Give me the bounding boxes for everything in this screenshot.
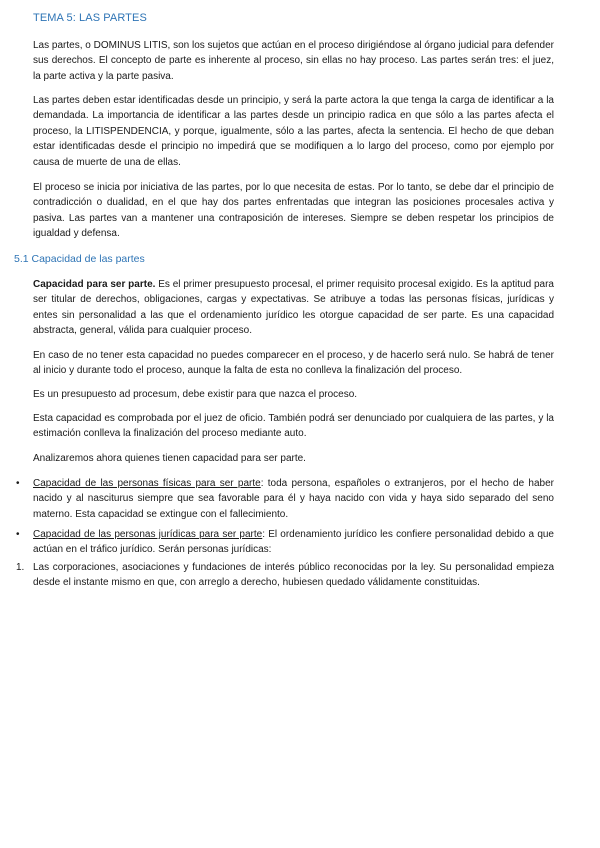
list-item (0, 527, 600, 559)
list-item-label: Capacidad de las personas físicas para ser parte (33, 478, 261, 489)
list-item-body: : toda persona, españoles o extranjeros, por el hecho de haber nacido y al nasciturus siempre que sea favorable para él y haya nacido con vida y haya sido separado del seno materno. Esta capacidad se extingue con el fallecimiento. (33, 478, 555, 520)
bullet-marker: • (16, 478, 20, 489)
intro-paragraph-2: Las partes deben estar identificadas desde un principio, y será la parte actora la que tenga la carga de identificar a la demandada. La importancia de identificar a las partes desde un principio radica en que sólo a las partes afecta el proceso, la LITISPENDENCIA, y porque, igualmente, sólo a las partes, afecta la sentencia. El hecho de que deban estar identificadas desde el principio no impedirá que se modifiquen a lo largo del proceso, como por ejemplo por causa de muerte de una de ellas. (33, 95, 554, 168)
intro-paragraph-3: El proceso se inicia por iniciativa de las partes, por lo que necesita de estas. Por lo tanto, se debe dar el principio de contradicción o dualidad, en el que hay dos partes enfrentadas que integran las posiciones procesales activa y pasiva. Las partes van a mantener una contraposición de intereses. Siempre se deben respetar los principios de igualdad y defensa. (33, 182, 554, 240)
capacity-definition: Es el primer presupuesto procesal, el primer requisito procesal exigido. Es la aptitud para ser titular de derechos, obligaciones, cargas y expectativas. Se atribuye a todas las personas físicas, jurídicas y entes sin personalidad a las que el ordenamiento jurídico les otorgue capacidad de ser parte. Es una capacidad abstracta, general, válida para cualquier proceso. (33, 279, 554, 337)
section-paragraph-2: En caso de no tener esta capacidad no puedes comparecer en el proceso, y de hacerlo será nulo. Se habrá de tener al inicio y durante todo el proceso, aunque la falta de esta no conlleva la finalización del proceso. (33, 350, 554, 377)
list-item (0, 476, 600, 524)
list-item-text (33, 476, 554, 522)
section-paragraph-5: Analizaremos ahora quienes tienen capacidad para ser parte. (33, 453, 306, 464)
list-item-label: Capacidad de las personas jurídicas para ser parte (33, 529, 263, 540)
capacity-term: Capacidad para ser parte. (33, 279, 156, 290)
list-item-text (33, 527, 554, 558)
section-heading: 5.1 Capacidad de las partes (14, 253, 145, 265)
list-item-body: : El ordenamiento jurídico les confiere personalidad debido a que actúan en el tráfico jurídico. Serán personas jurídicas: (33, 529, 554, 556)
page-title: TEMA 5: LAS PARTES (33, 12, 147, 24)
intro-paragraph-1: Las partes, o DOMINUS LITIS, son los sujetos que actúan en el proceso dirigiéndose al órgano judicial para defender sus derechos. El concepto de parte es inherente al proceso, sin ellas no hay proceso. Las partes serán tres: el juez, la parte activa y la parte pasiva. (33, 40, 554, 82)
number-marker: 1. (16, 562, 25, 573)
list-item-text: Las corporaciones, asociaciones y fundaciones de interés público reconocidas por la ley. Su personalidad empieza desde el instante mismo en que, con arreglo a derecho, hubiesen quedado válidamente constituidas. (33, 562, 554, 589)
section-paragraph-3: Es un presupuesto ad procesum, debe existir para que nazca el proceso. (33, 389, 358, 400)
list-item (0, 560, 600, 608)
bullet-marker: • (16, 529, 20, 540)
section-paragraph-1 (33, 277, 554, 339)
section-paragraph-4: Esta capacidad es comprobada por el juez de oficio. También podrá ser denunciado por cualquiera de las partes, y la estimación conlleva la finalización del proceso mediante auto. (33, 413, 554, 440)
